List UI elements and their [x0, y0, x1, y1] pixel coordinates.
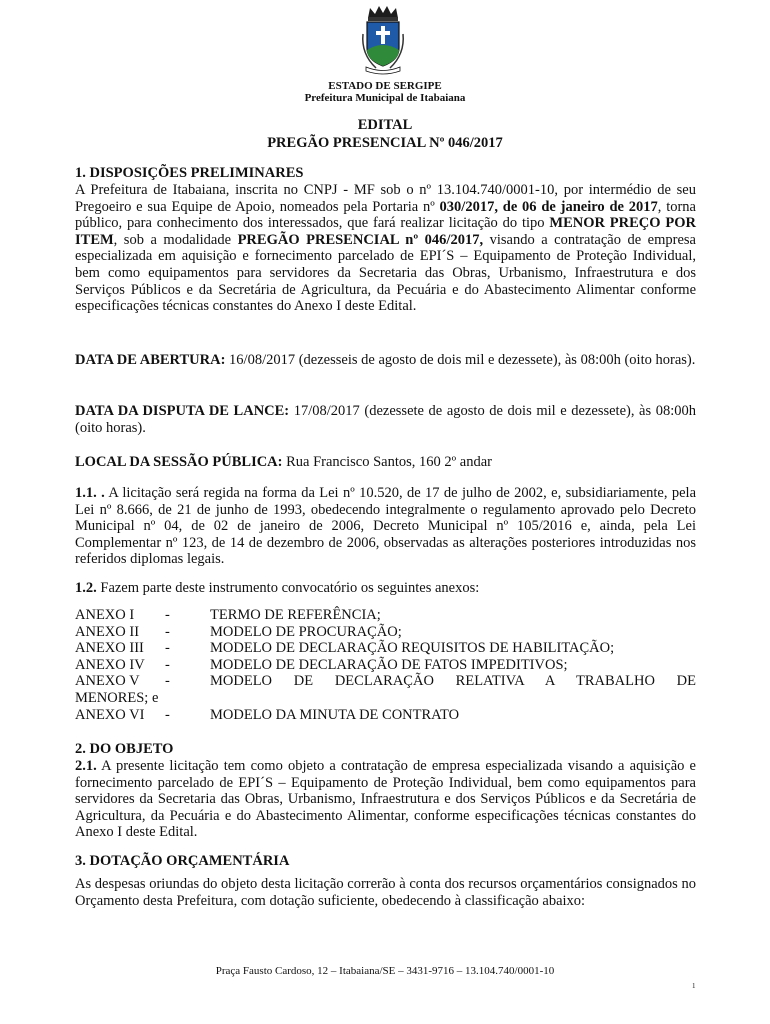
annex-row: ANEXO V - MODELO DE DECLARAÇÃO RELATIVA A TRABALHO DE — [75, 673, 696, 690]
page-number: 1 — [692, 982, 696, 990]
municipal-crest-logo — [358, 4, 408, 76]
dispute-date-label: DATA DA DISPUTA DE LANCE: — [75, 403, 290, 419]
section-3-paragraph: As despesas oriundas do objeto desta licitação correrão à conta dos recursos orçamentários consignados no Orçamento desta Prefeitura, com dotação suficiente, obedecendo à classificação abaixo: — [75, 876, 696, 909]
item-1-2 — [75, 580, 696, 597]
item-1-2-number: 1.2. — [75, 580, 97, 596]
section-1 — [75, 165, 696, 315]
item-1-2-text: Fazem parte deste instrumento convocatório os seguintes anexos: — [96, 580, 480, 596]
section-2-heading: 2. DO OBJETO — [75, 741, 174, 757]
section-2-paragraph: 2.1. A presente licitação tem como objeto a contratação de empresa especializada visando a aquisição e fornecimento parcelado de EPI´S – Equipamento de Proteção Individual, bem como equipamentos para servidores da Secretaria das Obras, Urbanismo, Infraestrutura e dos Serviços Públicos e da Secretária de Agricultura, da Pecuária e do Abastecimento Alimentar, conforme especificações técnicas constantes do Anexo I deste Edital. — [75, 758, 696, 841]
document-title — [0, 116, 770, 152]
section-3 — [75, 853, 696, 909]
item-1-1-number: 1.1. . — [75, 485, 105, 501]
session-location — [75, 454, 696, 471]
state-name: ESTADO DE SERGIPE — [328, 80, 442, 92]
page-footer: Praça Fausto Cardoso, 12 – Itabaiana/SE – 3431-9716 – 13.104.740/0001-10 — [215, 965, 555, 977]
opening-date — [75, 352, 696, 369]
item-1-1-text: A licitação será regida na forma da Lei nº 10.520, de 17 de julho de 2002, e, subsidiariamente, pela Lei nº 8.666, de 21 de junho de 1993, obedecendo integralmente o regulamento aprovado pelo Decreto Municipal nº 04, de 02 de janeiro de 2006, Decreto Municipal nº 105/2016 e, ainda, pela Lei Complementar nº 123, de 14 de dezembro de 2006, observadas as alterações posteriores introduzidas nos referidos diplomas legais. — [75, 485, 697, 568]
annex-row: ANEXO IV - MODELO DE DECLARAÇÃO DE FATOS IMPEDITIVOS; — [75, 656, 568, 673]
annex-row-continuation: MENORES; e — [75, 689, 159, 706]
dispute-date — [75, 403, 696, 436]
item-1-1 — [75, 485, 696, 568]
city-hall-name: Prefeitura Municipal de Itabaiana — [304, 92, 466, 104]
dispute-date-text: 17/08/2017 (dezessete de agosto de dois mil e dezessete), às 08:00h (oito horas). — [75, 403, 697, 436]
annex-row: ANEXO VI - MODELO DA MINUTA DE CONTRATO — [75, 706, 460, 723]
section-2 — [75, 741, 696, 841]
session-location-text: Rua Francisco Santos, 160 2º andar — [282, 454, 492, 470]
title-pregao: PREGÃO PRESENCIAL Nº 046/2017 — [267, 135, 503, 151]
title-edital: EDITAL — [357, 117, 413, 133]
document-header — [0, 80, 770, 104]
section-3-heading: 3. DOTAÇÃO ORÇAMENTÁRIA — [75, 853, 290, 869]
annex-row: ANEXO I - TERMO DE REFERÊNCIA; — [75, 607, 381, 623]
annex-row: ANEXO III - MODELO DE DECLARAÇÃO REQUISITOS DE HABILITAÇÃO; — [75, 640, 615, 657]
section-1-heading: 1. DISPOSIÇÕES PRELIMINARES — [75, 165, 304, 181]
annex-row: ANEXO II - MODELO DE PROCURAÇÃO; — [75, 623, 402, 640]
section-1-paragraph: A Prefeitura de Itabaiana, inscrita no CNPJ - MF sob o nº 13.104.740/0001-10, por intermédio de seu Pregoeiro e sua Equipe de Apoio, nomeados pela Portaria nº 030/2017, de 06 de janeiro de 2017, torna público, para conhecimento dos interessados, que fará realizar licitação do tipo MENOR PREÇO POR ITEM, sob a modalidade PREGÃO PRESENCIAL nº 046/2017, visando a contratação de empresa especializada em aquisição e fornecimento parcelado de EPI´S – Equipamento de Proteção Individual, bem como equipamentos para servidores da Secretaria das Obras, Urbanismo, Infraestrutura e dos Serviços Públicos e da Secretária de Agricultura, da Pecuária e do Abastecimento Alimentar conforme especificações técnicas constantes do Anexo I deste Edital. — [75, 182, 697, 315]
session-location-label: LOCAL DA SESSÃO PÚBLICA: — [75, 454, 283, 470]
annex-list — [75, 607, 696, 723]
opening-date-label: DATA DE ABERTURA: — [75, 352, 226, 368]
opening-date-text: 16/08/2017 (dezesseis de agosto de dois mil e dezessete), às 08:00h (oito horas). — [225, 352, 696, 368]
